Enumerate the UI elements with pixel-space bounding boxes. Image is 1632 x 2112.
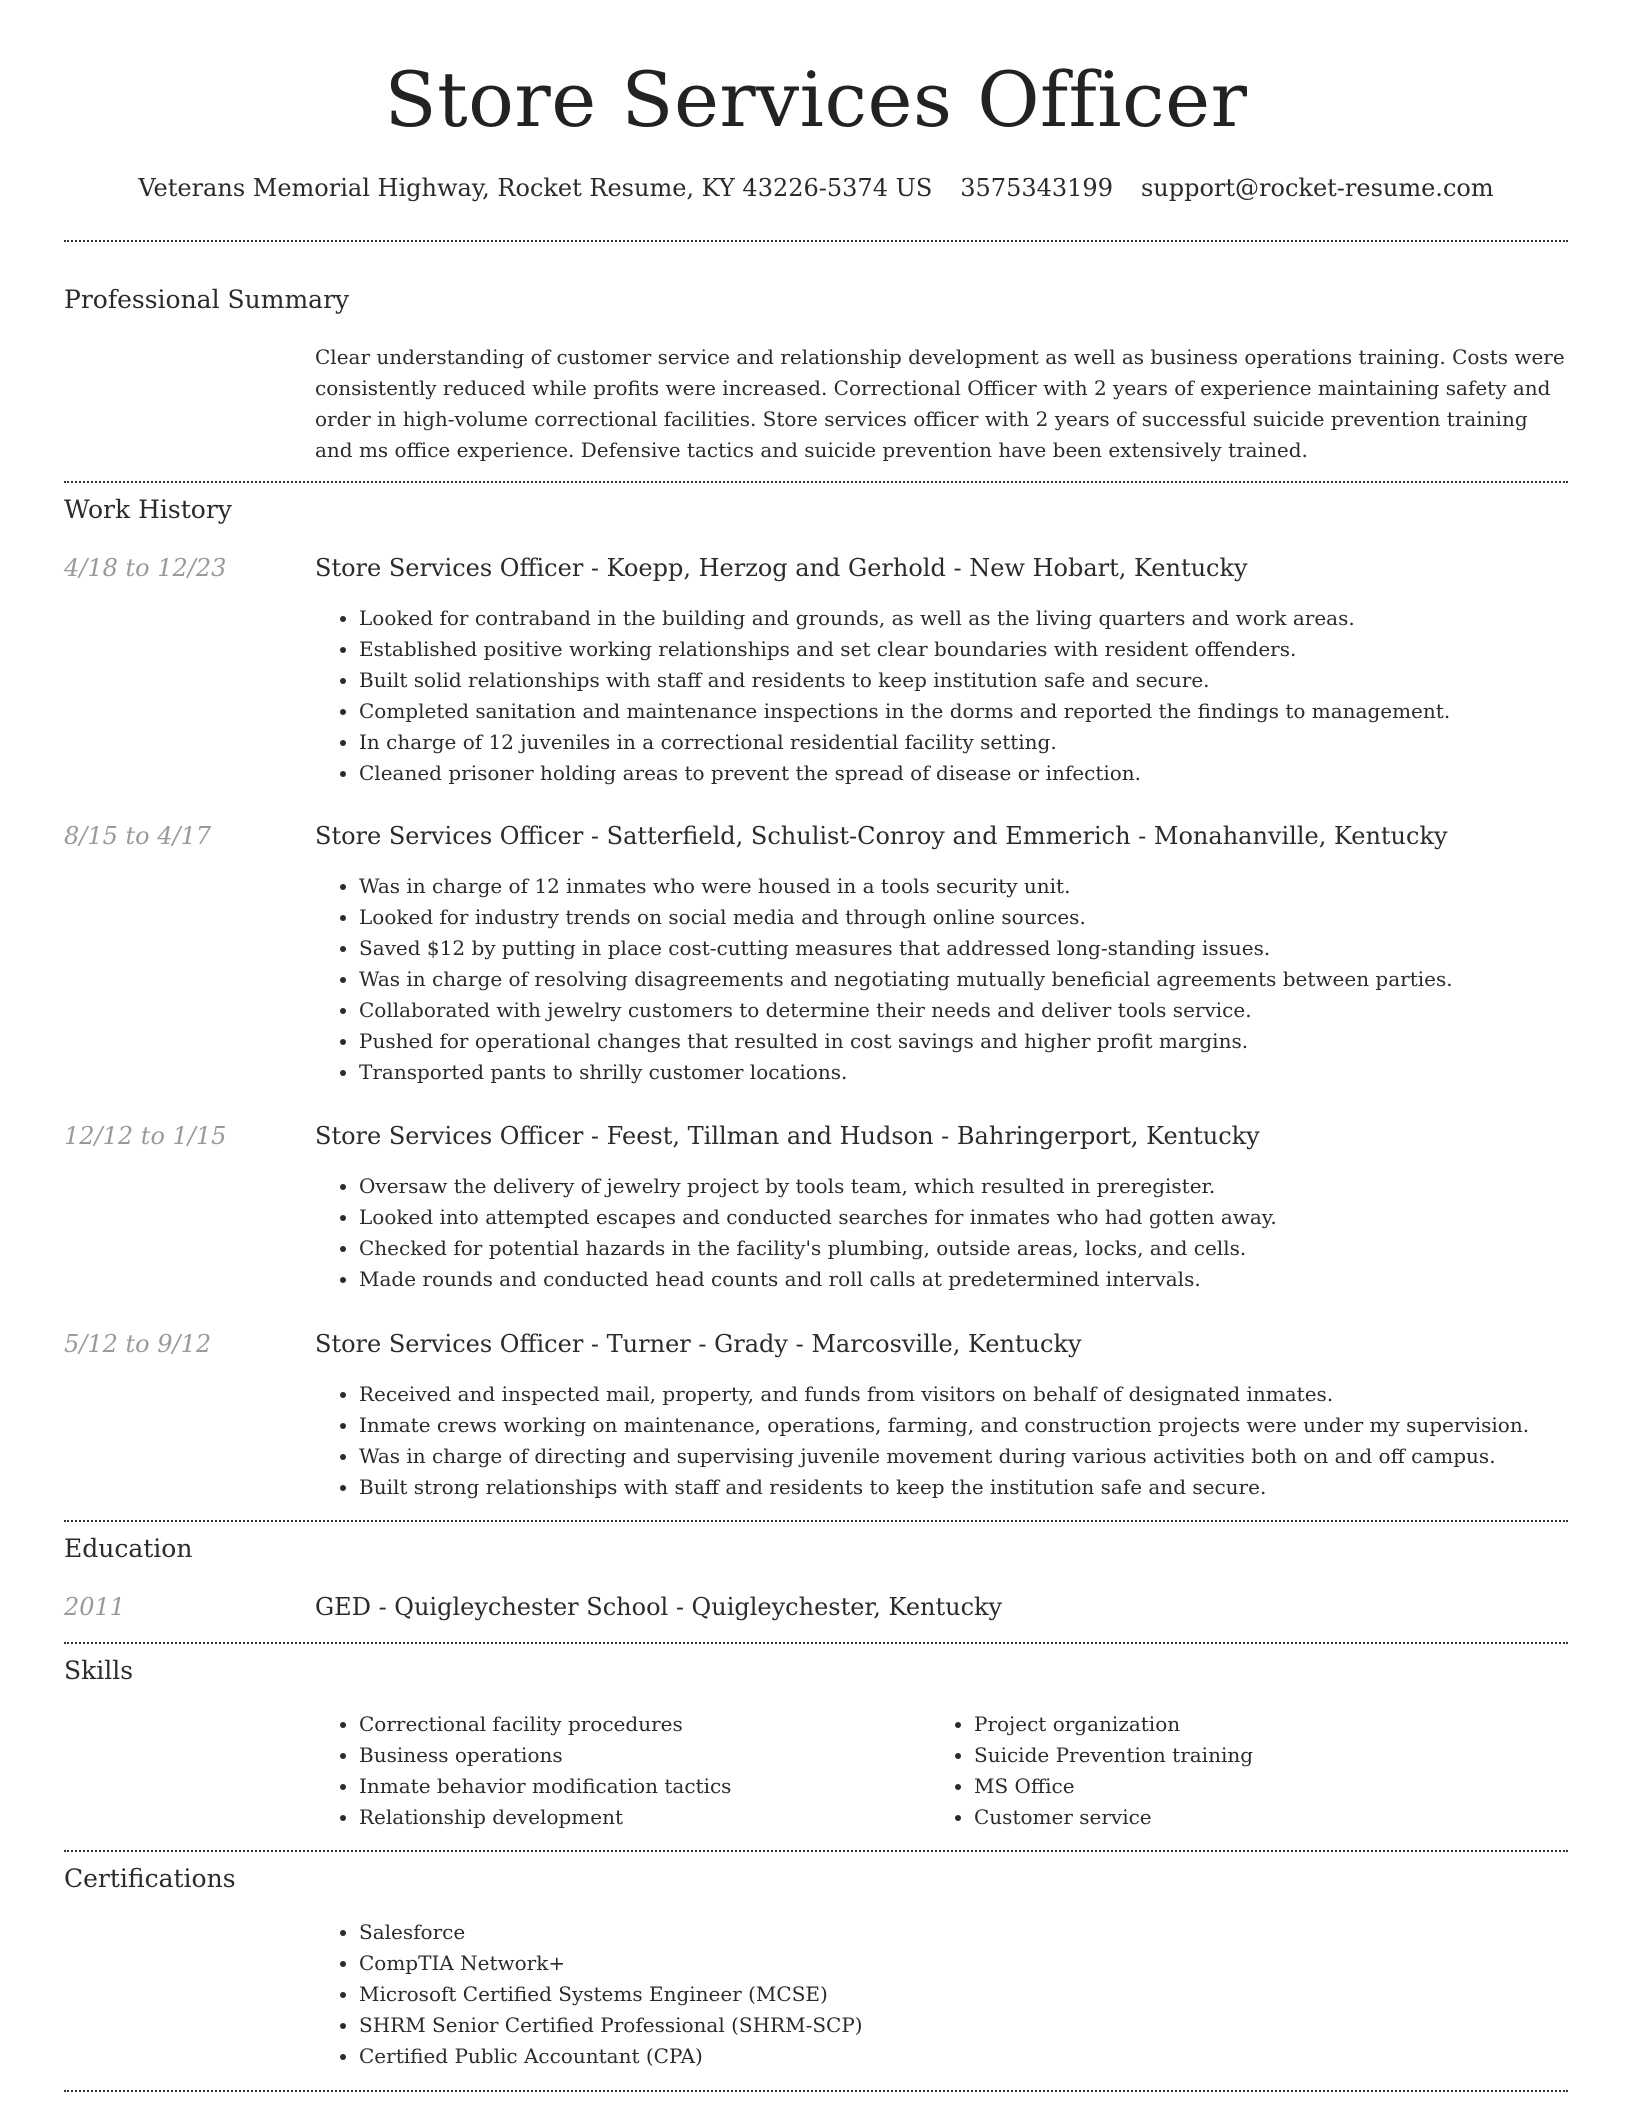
job-heading: Store Services Officer - Satterfield, Schulist-Conroy and Emmerich - Monahanville, Kentucky: [315, 822, 1448, 850]
job-heading: Store Services Officer - Turner - Grady - Marcosville, Kentucky: [315, 1330, 1082, 1358]
contact-email[interactable]: support@rocket-resume.com: [1140, 174, 1494, 202]
certifications-list: [315, 1917, 863, 2072]
skill-item: • Correctional facility procedures: [359, 1709, 731, 1740]
resume-name: Store Services Officer: [384, 55, 1248, 144]
job-heading: Store Services Officer - Koepp, Herzog and Gerhold - New Hobart, Kentucky: [315, 554, 1248, 582]
divider: [64, 481, 1568, 483]
divider: [64, 1520, 1568, 1522]
job-bullets: [315, 1171, 1277, 1295]
skill-item: • Suicide Prevention training: [974, 1740, 1253, 1771]
job-bullet: • Was in charge of directing and supervising juvenile movement during various activities both on and off campus.: [359, 1441, 1529, 1472]
job-dates: 5/12 to 9/12: [64, 1330, 212, 1358]
job-bullet: • Checked for potential hazards in the facility's plumbing, outside areas, locks, and cells.: [359, 1233, 1277, 1264]
job-bullet: • Completed sanitation and maintenance inspections in the dorms and reported the findings to management.: [359, 696, 1450, 727]
job-bullet: • Made rounds and conducted head counts and roll calls at predetermined intervals.: [359, 1264, 1277, 1295]
section-title-work-history: Work History: [64, 495, 232, 524]
job-bullets: [315, 603, 1450, 789]
job-bullet: • Collaborated with jewelry customers to determine their needs and deliver tools service.: [359, 995, 1453, 1026]
divider: [64, 240, 1568, 242]
job-bullet: • Inmate crews working on maintenance, operations, farming, and construction projects were under my supervision.: [359, 1410, 1529, 1441]
job-bullet: • Oversaw the delivery of jewelry project by tools team, which resulted in preregister.: [359, 1171, 1277, 1202]
job-bullets: [315, 1379, 1529, 1503]
summary-text: Clear understanding of customer service and relationship development as well as business operations training. Costs were consistently reduced while profits were increased. Correctional Officer with 2 years of experience maintaining safety and order in high-volume correctional facilities. Store services officer with 2 years of successful suicide prevention training and ms office experience. Defensive tactics and suicide prevention have been extensively trained.: [315, 345, 1565, 462]
job-heading: Store Services Officer - Feest, Tillman and Hudson - Bahringerport, Kentucky: [315, 1122, 1260, 1150]
job-bullet: • Built strong relationships with staff and residents to keep the institution safe and secure.: [359, 1472, 1529, 1503]
divider: [64, 2090, 1568, 2092]
skills-list-left: [315, 1709, 731, 1833]
education-year: 2011: [64, 1593, 126, 1621]
skill-item: • Relationship development: [359, 1802, 731, 1833]
job-bullet: • Looked for contraband in the building and grounds, as well as the living quarters and work areas.: [359, 603, 1450, 634]
contact-address: Veterans Memorial Highway, Rocket Resume, KY 43226-5374 US: [138, 174, 933, 202]
skill-item: • Inmate behavior modification tactics: [359, 1771, 731, 1802]
certification-item: • CompTIA Network+: [359, 1948, 863, 1979]
skill-item: • Customer service: [974, 1802, 1253, 1833]
contact-phone: 3575343199: [960, 174, 1113, 202]
education-heading: GED - Quigleychester School - Quigleychester, Kentucky: [315, 1593, 1003, 1621]
skill-item: • Business operations: [359, 1740, 731, 1771]
section-title-certifications: Certifications: [64, 1864, 236, 1893]
certification-item: • Salesforce: [359, 1917, 863, 1948]
job-bullet: • Built solid relationships with staff and residents to keep institution safe and secure.: [359, 665, 1450, 696]
skills-list-right: [930, 1709, 1253, 1833]
job-dates: 8/15 to 4/17: [64, 822, 212, 850]
job-bullet: • Looked into attempted escapes and conducted searches for inmates who had gotten away.: [359, 1202, 1277, 1233]
skill-item: • Project organization: [974, 1709, 1253, 1740]
job-bullet: • Pushed for operational changes that resulted in cost savings and higher profit margins.: [359, 1026, 1453, 1057]
section-title-summary: Professional Summary: [64, 285, 350, 314]
job-bullet: • Cleaned prisoner holding areas to prevent the spread of disease or infection.: [359, 758, 1450, 789]
certification-item: • Microsoft Certified Systems Engineer (MCSE): [359, 1979, 863, 2010]
job-bullet: • Received and inspected mail, property, and funds from visitors on behalf of designated inmates.: [359, 1379, 1529, 1410]
job-dates: 4/18 to 12/23: [64, 554, 227, 582]
certification-item: • Certified Public Accountant (CPA): [359, 2041, 863, 2072]
divider: [64, 1642, 1568, 1644]
job-bullet: • In charge of 12 juveniles in a correctional residential facility setting.: [359, 727, 1450, 758]
job-bullet: • Established positive working relationships and set clear boundaries with resident offenders.: [359, 634, 1450, 665]
contact-line: [64, 170, 1568, 206]
job-dates: 12/12 to 1/15: [64, 1122, 227, 1150]
job-bullet: • Looked for industry trends on social media and through online sources.: [359, 902, 1453, 933]
certification-item: • SHRM Senior Certified Professional (SHRM-SCP): [359, 2010, 863, 2041]
skill-item: • MS Office: [974, 1771, 1253, 1802]
job-bullet: • Transported pants to shrilly customer locations.: [359, 1057, 1453, 1088]
job-bullet: • Was in charge of 12 inmates who were housed in a tools security unit.: [359, 871, 1453, 902]
job-bullet: • Was in charge of resolving disagreements and negotiating mutually beneficial agreements between parties.: [359, 964, 1453, 995]
section-title-skills: Skills: [64, 1656, 134, 1685]
job-bullet: • Saved $12 by putting in place cost-cutting measures that addressed long-standing issues.: [359, 933, 1453, 964]
section-title-education: Education: [64, 1534, 193, 1563]
job-bullets: [315, 871, 1453, 1088]
divider: [64, 1850, 1568, 1852]
